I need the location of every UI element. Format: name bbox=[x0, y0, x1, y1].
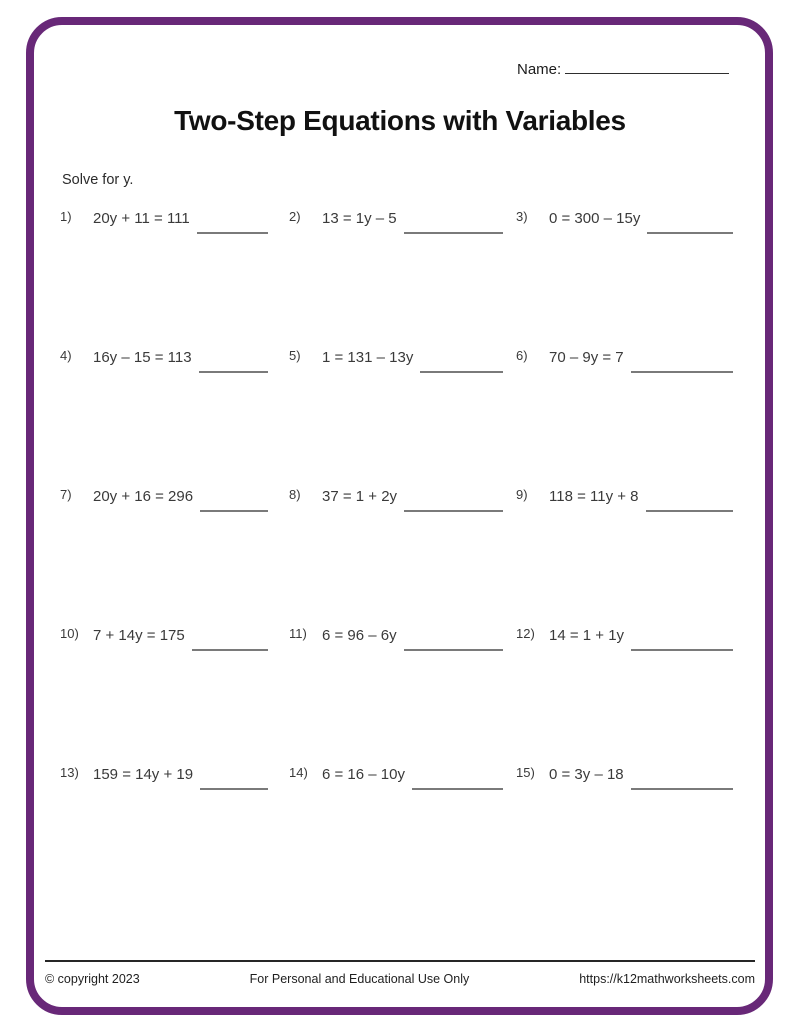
problems-grid bbox=[60, 210, 733, 905]
problem-number: 15) bbox=[516, 765, 535, 780]
problem-cell bbox=[289, 488, 516, 512]
answer-line bbox=[412, 784, 503, 790]
page-title: Two-Step Equations with Variables bbox=[174, 105, 626, 136]
footer-copyright: © copyright 2023 bbox=[45, 972, 140, 986]
problem-equation: 20y + 16 = 296 bbox=[93, 488, 194, 505]
problem-equation: 20y + 11 = 111 bbox=[93, 210, 190, 227]
problem-number: 4) bbox=[60, 348, 72, 363]
answer-line bbox=[200, 784, 268, 790]
problem-equation: 1 = 131 – 13y bbox=[322, 349, 414, 366]
problem-number: 14) bbox=[289, 765, 308, 780]
problem-number: 3) bbox=[516, 209, 528, 224]
problem-cell bbox=[516, 488, 733, 512]
problem-number: 12) bbox=[516, 626, 535, 641]
answer-line bbox=[631, 784, 733, 790]
problem-number: 13) bbox=[60, 765, 79, 780]
problem-cell bbox=[516, 349, 733, 373]
problem-equation: 7 + 14y = 175 bbox=[93, 627, 185, 644]
problem-cell bbox=[60, 766, 289, 790]
problem-equation: 37 = 1 + 2y bbox=[322, 488, 398, 505]
problem-cell bbox=[60, 627, 289, 651]
problem-cell bbox=[516, 210, 733, 234]
problem-equation: 0 = 3y – 18 bbox=[549, 766, 624, 783]
answer-line bbox=[631, 367, 733, 373]
footer-usage: For Personal and Educational Use Only bbox=[249, 972, 470, 986]
problem-number: 9) bbox=[516, 487, 528, 502]
answer-line bbox=[192, 645, 268, 651]
problem-cell bbox=[289, 627, 516, 651]
footer bbox=[45, 972, 755, 986]
problem-equation: 13 = 1y – 5 bbox=[322, 210, 397, 227]
answer-line bbox=[647, 228, 733, 234]
problem-equation: 16y – 15 = 113 bbox=[93, 349, 192, 366]
problem-number: 1) bbox=[60, 209, 72, 224]
problem-equation: 6 = 96 – 6y bbox=[322, 627, 397, 644]
answer-line bbox=[404, 228, 503, 234]
answer-line bbox=[420, 367, 503, 373]
name-row bbox=[517, 59, 729, 78]
problem-number: 8) bbox=[289, 487, 301, 502]
problem-cell bbox=[289, 210, 516, 234]
problem-number: 6) bbox=[516, 348, 528, 363]
problem-cell bbox=[60, 210, 289, 234]
answer-line bbox=[197, 228, 268, 234]
answer-line bbox=[200, 506, 268, 512]
problem-number: 11) bbox=[289, 626, 307, 641]
answer-line bbox=[631, 645, 733, 651]
problem-number: 2) bbox=[289, 209, 301, 224]
problem-equation: 6 = 16 – 10y bbox=[322, 766, 405, 783]
problem-equation: 159 = 14y + 19 bbox=[93, 766, 194, 783]
problem-equation: 118 = 11y + 8 bbox=[549, 488, 639, 505]
answer-line bbox=[646, 506, 733, 512]
footer-divider bbox=[45, 960, 755, 962]
instruction-text: Solve for y. bbox=[62, 172, 134, 188]
answer-line bbox=[199, 367, 268, 373]
problem-equation: 70 – 9y = 7 bbox=[549, 349, 624, 366]
name-blank-line bbox=[565, 59, 729, 74]
problem-cell bbox=[516, 766, 733, 790]
problem-cell bbox=[60, 488, 289, 512]
problem-cell bbox=[289, 766, 516, 790]
problem-number: 7) bbox=[60, 487, 72, 502]
problem-cell bbox=[60, 349, 289, 373]
problem-equation: 0 = 300 – 15y bbox=[549, 210, 641, 227]
problem-cell bbox=[516, 627, 733, 651]
problem-cell bbox=[289, 349, 516, 373]
name-label: Name: bbox=[517, 61, 562, 78]
problem-equation: 14 = 1 + 1y bbox=[549, 627, 625, 644]
footer-url: https://k12mathworksheets.com bbox=[579, 972, 755, 986]
problem-number: 5) bbox=[289, 348, 301, 363]
answer-line bbox=[404, 506, 503, 512]
problem-number: 10) bbox=[60, 626, 79, 641]
answer-line bbox=[404, 645, 503, 651]
